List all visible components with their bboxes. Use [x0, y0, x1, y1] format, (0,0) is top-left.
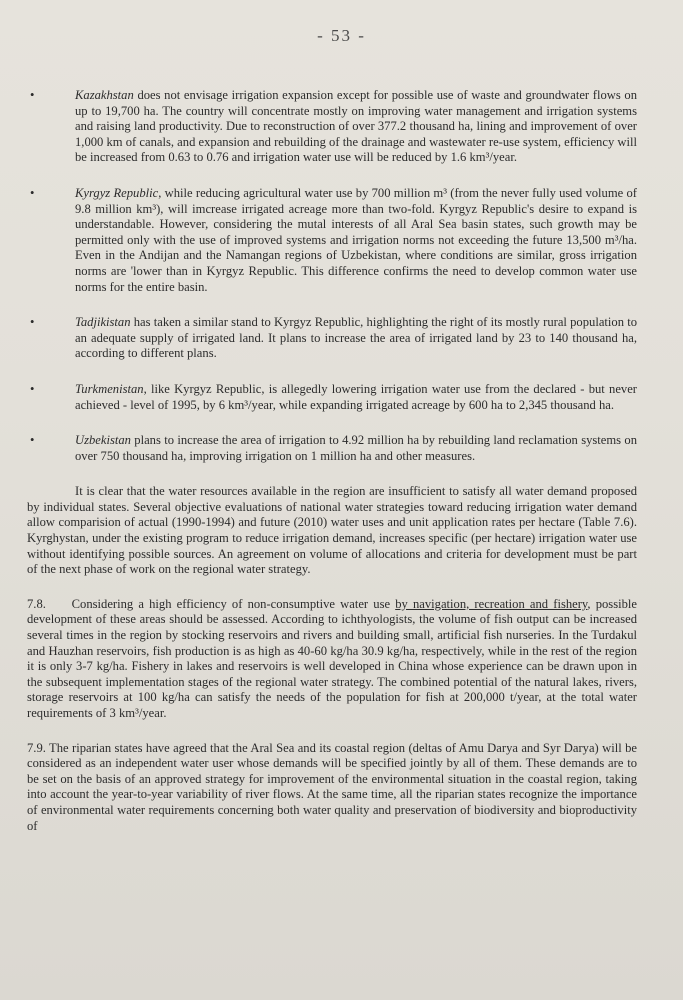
bullet-text: , while reducing agricultural water use by 700 million m³ (from the never fully used volume of 9.8 million km³), will imcrease irrigated acreage more than two-fold. Kyrgyz Republic's desire to expand is understandable. However, considering the mutal interests of all Aral Sea basin states, such growth may be permitted only with the use of improved systems and irrigation norms not exceeding the future 13,500 m³/ha. Even in the Andijan and the Namangan regions of Uzbekistan, where conditions are similar, gross irrigation norms are 'lower than in Kyrgyz Republic. This difference confirms the need to develop common water use norms for the entire basin.: [75, 185, 637, 294]
section-text-cont: , possible development of these areas should be assessed. According to ichthyologists, the volume of fish output can be increased several times in the region by stocking reservoirs and rivers and building small, artificial fish nurseries. In the Turdakul and Hauzhan reservoirs, fish production is as high as 40-60 kg/ha 30.9 kg/ha, respectively, while in the rest of the region it is only 3-7 kg/ha. Fishery in lakes and reservoirs is well developed in China whose experience can be drawn upon in the subsequent implementation stages of the regional water strategy. The combined potential of the natural lakes, rivers, storage reservoirs at 100 kg/ha can satisfy the needs of the population for fish at 200,000 t/year, at the total water requirements of 3 km³/year.: [27, 596, 637, 720]
bullet-text: does not envisage irrigation expansion except for possible use of waste and groundwater flows on up to 19,700 ha. The country will concentrate mostly on improving water management and irrigation systems and raising land productivity. Due to reconstruction of over 377.2 thousand ha, lining and improvement of over 1,000 km of canals, and expansion and rebuilding of the drainage and wastewater re-use system, efficiency will be increased from 0.63 to 0.76 and irrigation water use will be reduced by 1.6 km³/year.: [75, 88, 637, 165]
bullet-dot: •: [30, 185, 35, 200]
underlined-phrase: by navigation, recreation and fishery: [395, 596, 588, 611]
bullet-dot: •: [30, 88, 35, 102]
bullet-kazakhstan: [0, 88, 683, 166]
section-number: 7.8.: [27, 596, 46, 611]
page-number: - 53 -: [317, 26, 366, 45]
page-body: [0, 88, 683, 918]
bullet-text: has taken a similar stand to Kyrgyz Republic, highlighting the right of its mostly rural population to an adequate supply of irrigated land. It plans to increase the area of irrigated land by 23 to 140 thousand ha, according to different plans.: [75, 315, 637, 361]
section-text: Considering a high efficiency of non-consumptive water use: [71, 596, 396, 611]
section-7-8: [0, 597, 683, 722]
bullet-dot: •: [30, 433, 35, 448]
country-name: Turkmenistan: [75, 381, 144, 396]
section-7-9: [0, 741, 683, 835]
bullet-turkmenistan: [0, 382, 683, 413]
bullet-dot: •: [30, 315, 35, 330]
section-number: 7.9.: [27, 740, 46, 755]
bullet-kyrgyz-republic: [0, 186, 683, 295]
country-name: Uzbekistan: [75, 433, 131, 448]
section-text: The riparian states have agreed that the Aral Sea and its coastal region (deltas of Amu Darya and Syr Darya) will be considered as an independent water user whose demands will be specified jointly by all of them. These demands are to be set on the basis of an approved strategy for improvement of the environmental situation in the coastal region, taking into account the year-to-year variability of river flows. At the same time, all the riparian states recognize the importance of environmental water requirements concerning both water quality and preservation of biodiversity and bioproductivity of: [27, 740, 637, 833]
bullet-uzbekistan: [0, 433, 683, 464]
paragraph-water-demand: It is clear that the water resources available in the region are insufficient to satisfy all water demand proposed by individual states. Several objective evaluations of national water strategies toward reducing irrigation water demand allow comparision of actual (1990-1994) and future (2010) water uses and unit application rates per hectare (Table 7.6). Kyrghystan, under the existing program to reduce irrigation demand, increases specific (per hectare) irrigation water use without identifying possible sources. An agreement on volume of allocations and criteria for development must be part of the next phase of work on the regional water strategy.: [27, 484, 637, 577]
country-name: Kazakhstan: [75, 88, 134, 102]
bullet-text: , like Kyrgyz Republic, is allegedly lowering irrigation water use from the declared - but never achieved - level of 1995, by 6 km³/year, while expanding irrigated acreage by 600 ha to 2,345 thousand ha.: [75, 381, 637, 412]
bullet-tadjikistan: [0, 315, 683, 362]
bullet-dot: •: [30, 381, 35, 396]
bullet-text: plans to increase the area of irrigation to 4.92 million ha by rebuilding land reclamation systems on over 750 thousand ha, improving irrigation on 1 million ha and other measures.: [75, 433, 637, 463]
country-name: Tadjikistan: [75, 315, 131, 330]
country-name: Kyrgyz Republic: [75, 185, 159, 200]
